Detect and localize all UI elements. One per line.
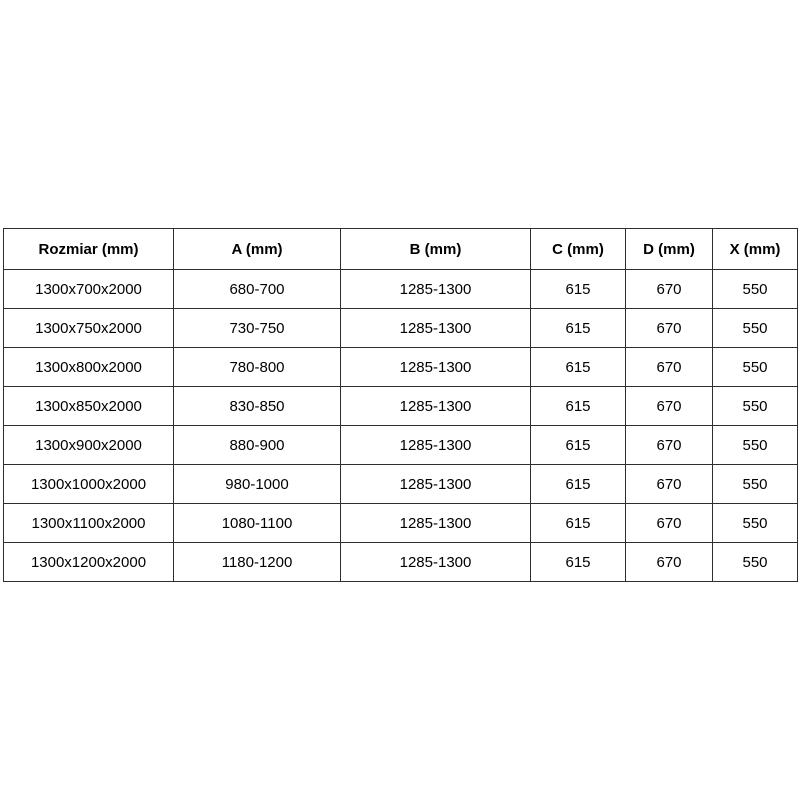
cell-x: 550 <box>713 387 798 426</box>
table-row <box>4 543 798 582</box>
column-header-b: B (mm) <box>341 229 531 270</box>
column-header-a: A (mm) <box>174 229 341 270</box>
cell-rozmiar: 1300x750x2000 <box>4 309 174 348</box>
cell-a: 1080-1100 <box>174 504 341 543</box>
cell-d: 670 <box>626 543 713 582</box>
cell-d: 670 <box>626 270 713 309</box>
cell-a: 730-750 <box>174 309 341 348</box>
cell-x: 550 <box>713 543 798 582</box>
cell-d: 670 <box>626 465 713 504</box>
cell-x: 550 <box>713 270 798 309</box>
cell-b: 1285-1300 <box>341 387 531 426</box>
cell-b: 1285-1300 <box>341 465 531 504</box>
cell-d: 670 <box>626 504 713 543</box>
column-header-x: X (mm) <box>713 229 798 270</box>
cell-c: 615 <box>531 309 626 348</box>
cell-c: 615 <box>531 348 626 387</box>
cell-c: 615 <box>531 426 626 465</box>
cell-c: 615 <box>531 543 626 582</box>
cell-d: 670 <box>626 309 713 348</box>
table-row <box>4 309 798 348</box>
table-row <box>4 270 798 309</box>
cell-b: 1285-1300 <box>341 426 531 465</box>
table-row <box>4 426 798 465</box>
dimension-spec-table <box>3 228 798 582</box>
cell-c: 615 <box>531 465 626 504</box>
table-body <box>4 270 798 582</box>
table-row <box>4 348 798 387</box>
cell-b: 1285-1300 <box>341 543 531 582</box>
cell-a: 980-1000 <box>174 465 341 504</box>
cell-a: 780-800 <box>174 348 341 387</box>
table-row <box>4 465 798 504</box>
cell-x: 550 <box>713 465 798 504</box>
table-row <box>4 504 798 543</box>
cell-d: 670 <box>626 348 713 387</box>
cell-x: 550 <box>713 348 798 387</box>
cell-x: 550 <box>713 309 798 348</box>
cell-d: 670 <box>626 387 713 426</box>
cell-a: 880-900 <box>174 426 341 465</box>
table-row <box>4 387 798 426</box>
cell-b: 1285-1300 <box>341 270 531 309</box>
cell-rozmiar: 1300x700x2000 <box>4 270 174 309</box>
column-header-rozmiar: Rozmiar (mm) <box>4 229 174 270</box>
cell-rozmiar: 1300x800x2000 <box>4 348 174 387</box>
header-row <box>4 229 798 270</box>
column-header-d: D (mm) <box>626 229 713 270</box>
cell-a: 830-850 <box>174 387 341 426</box>
cell-c: 615 <box>531 504 626 543</box>
cell-rozmiar: 1300x900x2000 <box>4 426 174 465</box>
cell-x: 550 <box>713 426 798 465</box>
cell-b: 1285-1300 <box>341 504 531 543</box>
cell-a: 1180-1200 <box>174 543 341 582</box>
cell-rozmiar: 1300x1100x2000 <box>4 504 174 543</box>
cell-a: 680-700 <box>174 270 341 309</box>
table-header <box>4 229 798 270</box>
cell-rozmiar: 1300x1200x2000 <box>4 543 174 582</box>
cell-rozmiar: 1300x1000x2000 <box>4 465 174 504</box>
column-header-c: C (mm) <box>531 229 626 270</box>
cell-b: 1285-1300 <box>341 348 531 387</box>
cell-rozmiar: 1300x850x2000 <box>4 387 174 426</box>
cell-c: 615 <box>531 270 626 309</box>
cell-c: 615 <box>531 387 626 426</box>
cell-d: 670 <box>626 426 713 465</box>
cell-x: 550 <box>713 504 798 543</box>
cell-b: 1285-1300 <box>341 309 531 348</box>
